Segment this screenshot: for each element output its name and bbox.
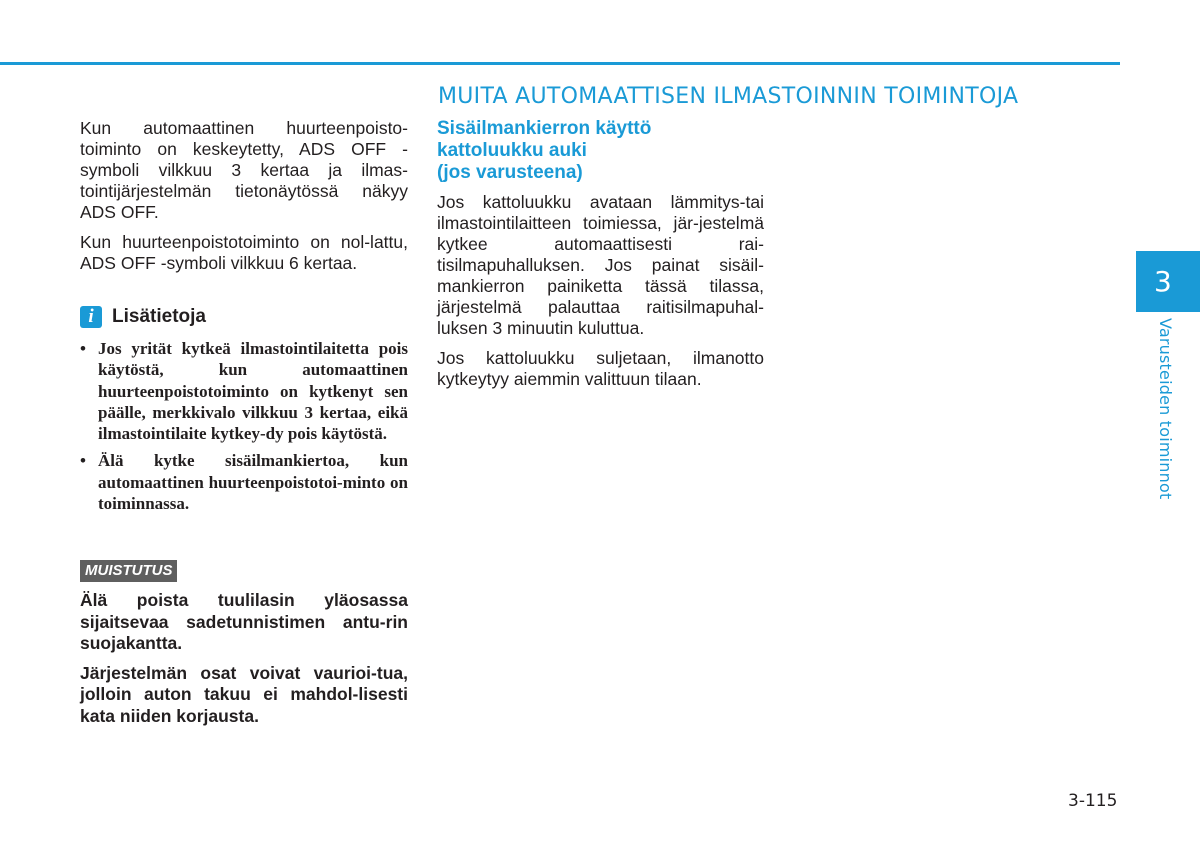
info-bullet-list bbox=[80, 338, 408, 514]
notice-paragraph: Älä poista tuulilasin yläosassa sijaitsevaa sadetunnistimen antu-rin suojakantta. bbox=[80, 590, 408, 654]
chapter-tab: 3 bbox=[1136, 251, 1200, 312]
paragraph-reset: Kun huurteenpoistotoiminto on nol-lattu, ADS OFF -symboli vilkkuu 6 kertaa. bbox=[80, 232, 408, 273]
list-item: • Jos yrität kytkeä ilmastointilaitetta pois käytöstä, kun automaattinen huurteenpoistotoiminto on kytkenyt sen päälle, merkkivalo vilkkuu 3 kertaa, eikä ilmastointilaite kytkey-dy pois käytöstä. bbox=[80, 339, 408, 444]
left-column bbox=[80, 118, 408, 727]
bullet-icon: • bbox=[80, 451, 86, 471]
notice-label: MUISTUTUS bbox=[80, 560, 177, 582]
list-item: • Älä kytke sisäilmankiertoa, kun automaattinen huurteenpoistotoi-minto on toiminnassa. bbox=[80, 451, 408, 514]
info-title: Lisätietoja bbox=[112, 306, 206, 327]
info-header bbox=[80, 304, 408, 330]
page-number: 3-115 bbox=[1068, 791, 1118, 811]
middle-column bbox=[437, 118, 764, 399]
chapter-label: Varusteiden toiminnot bbox=[1156, 318, 1175, 500]
paragraph-sunroof-closed: Jos kattoluukku suljetaan, ilmanotto kytkeytyy aiemmin valittuun tilaan. bbox=[437, 348, 764, 389]
header-rule bbox=[0, 62, 1120, 65]
paragraph-sunroof-open: Jos kattoluukku avataan lämmitys-tai ilmastointilaitteen toimiessa, jär-jestelmä kytkee automaattisesti rai-tisilmapuhalluksen. Jos painat sisäil-mankierron painiketta tässä tilassa, järjestelmä palauttaa raitisilmapuhal-luksen 3 minuutin kuluttua. bbox=[437, 192, 764, 338]
bullet-icon: • bbox=[80, 339, 86, 358]
info-icon: i bbox=[80, 306, 102, 328]
notice-paragraph: Järjestelmän osat voivat vaurioi-tua, jolloin auton takuu ei mahdol-lisesti kata niiden korjausta. bbox=[80, 662, 408, 726]
subheading: Sisäilmankierron käyttö kattoluukku auki (jos varusteena) bbox=[437, 118, 652, 183]
paragraph-ads-off: Kun automaattinen huurteenpoisto-toiminto on keskeytetty, ADS OFF -symboli vilkkuu 3 kertaa ja ilmas-tointijärjestelmän tietonäytössä näkyy ADS OFF. bbox=[80, 118, 408, 222]
section-title: MUITA AUTOMAATTISEN ILMASTOINNIN TOIMINTOJA bbox=[438, 84, 1019, 109]
